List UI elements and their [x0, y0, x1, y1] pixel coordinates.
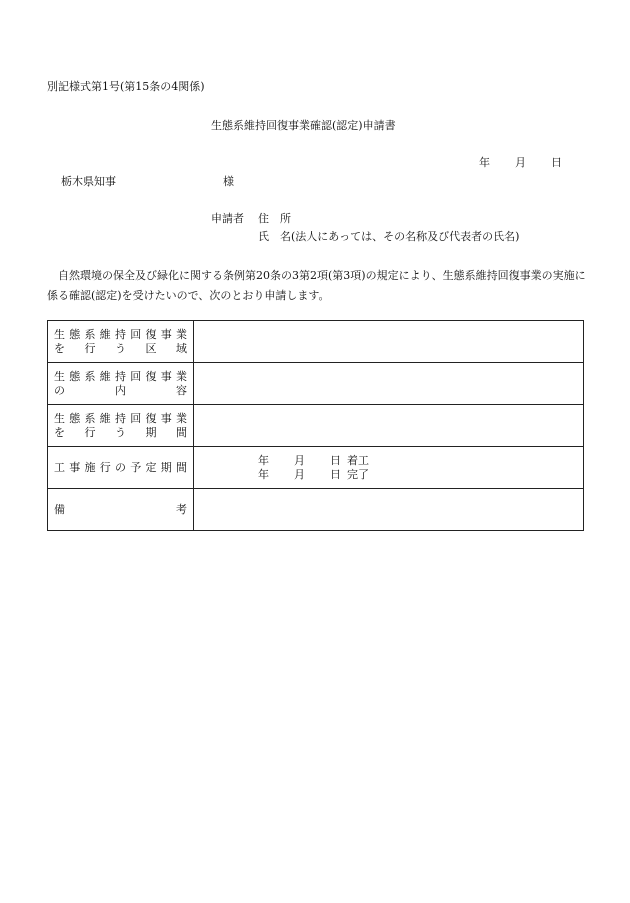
- construction-schedule: [194, 454, 583, 482]
- label-char: 行: [84, 341, 96, 355]
- label-char: 復: [145, 411, 157, 425]
- label-char: 容: [176, 383, 187, 397]
- label-char: 持: [115, 411, 126, 425]
- label-char: 間: [176, 425, 187, 439]
- schedule-day: 日: [330, 467, 341, 481]
- label-char: 内: [115, 383, 126, 397]
- label-char: 行: [84, 425, 96, 439]
- label-cell-area: [48, 321, 194, 363]
- label-char: 回: [130, 369, 142, 383]
- label-char: 業: [176, 411, 187, 425]
- label-char: 事: [160, 327, 172, 341]
- label-line: [54, 384, 187, 398]
- schedule-month: 月: [294, 467, 305, 481]
- table-row: [48, 489, 584, 531]
- table-row: [48, 363, 584, 405]
- schedule-month: 月: [294, 453, 305, 467]
- label-char: 業: [176, 327, 187, 341]
- schedule-end-line: [258, 468, 583, 482]
- label-line: [54, 328, 187, 342]
- addressee-honorific: 様: [223, 175, 234, 188]
- label-char: 維: [99, 327, 111, 341]
- date-month: 月: [515, 156, 526, 169]
- schedule-year: 年: [258, 453, 269, 467]
- application-form-table: [47, 320, 584, 531]
- label-char: 復: [145, 327, 157, 341]
- label-char: 系: [84, 369, 96, 383]
- label-char: 事: [160, 411, 172, 425]
- label-cell-period: [48, 405, 194, 447]
- value-cell-construction[interactable]: [194, 447, 584, 489]
- label-char: 持: [115, 327, 126, 341]
- label-char: を: [54, 341, 65, 355]
- label-char: う: [115, 425, 126, 439]
- schedule-start-line: [258, 454, 583, 468]
- label-char: 復: [145, 369, 157, 383]
- label-line: [54, 503, 187, 517]
- applicant-label: 申請者: [211, 212, 244, 225]
- value-cell-content[interactable]: [194, 363, 584, 405]
- label-char: 施: [84, 460, 96, 474]
- label-char: を: [54, 425, 65, 439]
- label-char: 行: [99, 460, 111, 474]
- label-char: 事: [160, 369, 172, 383]
- label-cell-construction: [48, 447, 194, 489]
- schedule-year: 年: [258, 467, 269, 481]
- label-line: [54, 342, 187, 356]
- label-char: 維: [99, 411, 111, 425]
- label-char: 系: [84, 411, 96, 425]
- label-char: 備: [54, 502, 65, 516]
- label-char: 態: [69, 369, 81, 383]
- label-char: 間: [176, 460, 187, 474]
- date-year: 年: [479, 156, 490, 169]
- table-row: [48, 321, 584, 363]
- document-title: 生態系維持回復事業確認(認定)申請書: [211, 119, 396, 132]
- application-statement: 自然環境の保全及び緑化に関する条例第20条の3第2項(第3項)の規定により、生態系維持回復事業の実施に係る確認(認定)を受けたいので、次のとおり申請します。: [47, 269, 586, 302]
- applicant-address-label: 住 所: [258, 212, 291, 225]
- label-char: 期: [160, 460, 172, 474]
- label-char: 業: [176, 369, 187, 383]
- label-char: 考: [176, 502, 187, 516]
- label-line: [54, 426, 187, 440]
- schedule-day: 日: [330, 453, 341, 467]
- label-line: [54, 370, 187, 384]
- label-line: [54, 412, 187, 426]
- label-char: の: [115, 460, 126, 474]
- label-char: 生: [54, 411, 65, 425]
- label-char: の: [54, 383, 65, 397]
- label-line: [54, 461, 187, 475]
- label-char: 回: [130, 327, 142, 341]
- label-char: 態: [69, 327, 81, 341]
- label-char: 回: [130, 411, 142, 425]
- label-char: 生: [54, 369, 65, 383]
- label-char: 期: [145, 425, 157, 439]
- label-char: 生: [54, 327, 65, 341]
- label-char: 定: [145, 460, 157, 474]
- table-row: [48, 447, 584, 489]
- label-char: 事: [69, 460, 81, 474]
- form-number-label: 別記様式第1号(第15条の4関係): [47, 80, 205, 93]
- schedule-end-label: 完了: [347, 467, 369, 481]
- applicant-name-label: 氏 名(法人にあっては、その名称及び代表者の氏名): [258, 230, 520, 243]
- label-cell-content: [48, 363, 194, 405]
- label-char: 予: [130, 460, 142, 474]
- label-char: 系: [84, 327, 96, 341]
- schedule-start-label: 着工: [347, 453, 369, 467]
- value-cell-remarks[interactable]: [194, 489, 584, 531]
- value-cell-period[interactable]: [194, 405, 584, 447]
- label-cell-remarks: [48, 489, 194, 531]
- label-char: 持: [115, 369, 126, 383]
- label-char: 態: [69, 411, 81, 425]
- table-row: [48, 405, 584, 447]
- label-char: 区: [145, 341, 157, 355]
- label-char: 域: [176, 341, 187, 355]
- addressee-name: 栃木県知事: [61, 175, 116, 188]
- label-char: 工: [54, 460, 65, 474]
- label-char: 維: [99, 369, 111, 383]
- value-cell-area[interactable]: [194, 321, 584, 363]
- label-char: う: [115, 341, 126, 355]
- date-day: 日: [551, 156, 562, 169]
